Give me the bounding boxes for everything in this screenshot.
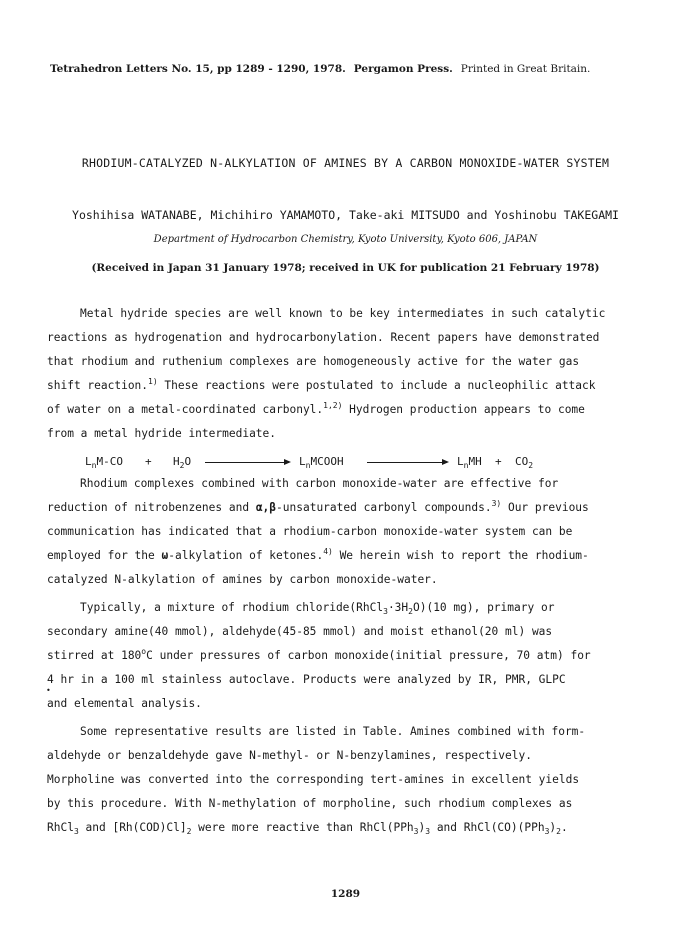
reaction-arrow [205,462,289,463]
reaction-equation [85,455,605,471]
text-line: secondary amine(40 mmol), aldehyde(45-85 mmol) and moist ethanol(20 ml) was [47,625,553,638]
text-line: and elemental analysis. [47,697,202,710]
citation-ref: 3) [491,499,502,508]
eq-plus: + [495,455,502,468]
citation-ref: 1,2) [323,401,343,410]
text-line: Typically, a mixture of rhodium $chloride(RhCl_3\cdot 3H_2O)(10$ mg), primary or [80,601,555,616]
eq-reactant-1: $L_nM-CO$ [85,455,123,470]
text-line: Morpholine was converted into the corresponding tert-amines in excellent yields [47,773,580,786]
received-dates: (Received in Japan 31 January 1978; received in UK for publication 21 February 1978) [91,262,600,274]
eq-intermediate: $L_nMCOOH$ [299,455,344,470]
text-line: of water on a metal-coordinated carbonyl.$^{1,2)}$ Hydrogen production appears to come [47,401,585,416]
reaction-arrow [367,462,447,463]
eq-reactant-2: $H_2O$ [173,455,192,470]
text-line: employed for the ω-alkylation of ketones.$^{4)}$ We herein wish to report the rhodium- [47,547,589,562]
journal-citation: Tetrahedron Letters No. 15, pp 1289 - 1290, 1978. [50,63,346,75]
text-line: RhCl$_3$ and $[Rh(COD)Cl]_2$ were more reactive than $RhCl(PPh_3)_3$ and $RhCl(CO)(PPh_3)_2$. [47,821,568,836]
text-line: aldehyde or benzaldehyde gave N-methyl- or N-benzylamines, respectively. [47,749,532,762]
publisher: Pergamon Press. [353,63,453,75]
page-number: 1289 [330,888,361,900]
text-line: 4 hr in a 100 ml stainless autoclave. Products were analyzed by IR, PMR, GLPC [47,673,566,686]
citation-ref: 1) [148,377,158,386]
citation-ref: 4) [323,547,333,556]
stray-mark: • [46,686,51,695]
text-line: Some representative results are listed in Table. Amines combined with form- [80,725,586,738]
article-title: RHODIUM-CATALYZED N-ALKYLATION OF AMINES BY A CARBON MONOXIDE-WATER SYSTEM [81,156,610,170]
text-line: catalyzed N-alkylation of amines by carbon monoxide-water. [47,573,438,586]
eq-product-1: $L_nMH$ [457,455,482,470]
text-line: that rhodium and ruthenium complexes are homogeneously active for the water gas [47,355,580,368]
text-line: by this procedure. With N-methylation of morpholine, such rhodium complexes as [47,797,573,810]
eq-product-2: $CO_2$ [515,455,534,470]
text-line: reactions as hydrogenation and hydrocarbonylation. Recent papers have demonstrated [47,331,600,344]
running-header [50,63,590,75]
text-line: communication has indicated that a rhodium-carbon monoxide-water system can be [47,525,573,538]
text-line: Metal hydride species are well known to be key intermediates in such catalytic [80,307,606,320]
affiliation: Department of Hydrocarbon Chemistry, Kyoto University, Kyoto 606, JAPAN [153,234,538,245]
text-line: shift reaction.$^{1)}$ These reactions were postulated to include a nucleophilic attack [47,377,596,392]
author-list: Yoshihisa WATANABE, Michihiro YAMAMOTO, Take-aki MITSUDO and Yoshinobu TAKEGAMI [72,208,619,222]
text-line: from a metal hydride intermediate. [47,427,277,440]
text-line: Rhodium complexes combined with carbon monoxide-water are effective for [80,477,559,490]
eq-plus: + [145,455,152,468]
text-line: reduction of nitrobenzenes and α,β-unsaturated carbonyl compounds.$^{3)}$ Our previous [47,499,589,514]
printed-note: Printed in Great Britain. [460,63,591,75]
text-line: stirred at 180$^o$C under pressures of carbon monoxide(initial pressure, 70 atm) for [47,647,591,662]
